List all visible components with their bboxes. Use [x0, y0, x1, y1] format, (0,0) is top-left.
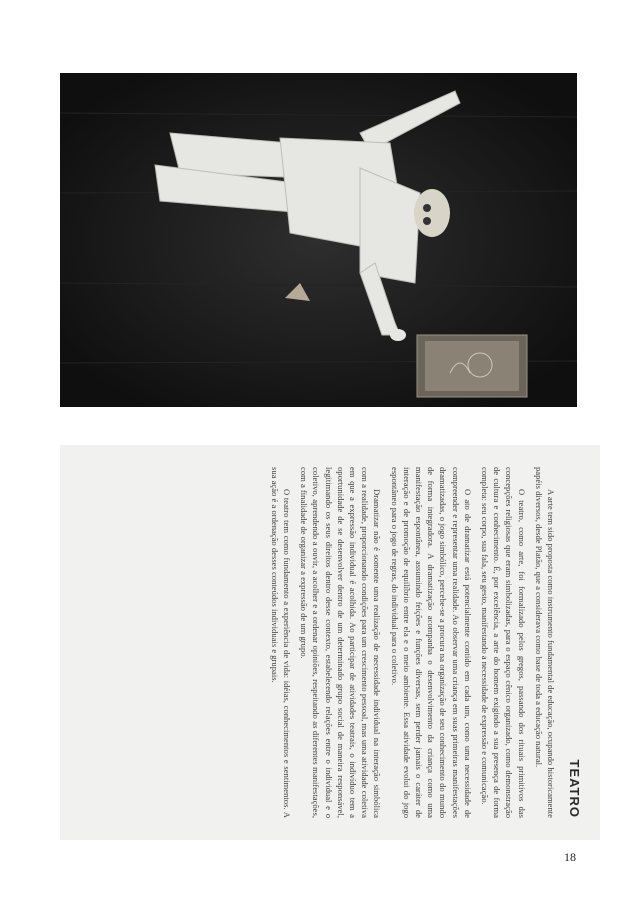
paragraph: O teatro tem como fundamento a experiência de vida: idéias, conhecimentos e sentimentos. A sua ação é a ordenação desses conteúdos individuais e grupais. [269, 467, 292, 818]
paragraph: O teatro, como arte, foi formalizado pelos gregos, passando dos rituais primitivos das concepções religiosas que eram simbolizadas, para o espaço cênico organizado, como demonstração de cultura e conhecimento. É, por excelência, a arte do homem exigindo a sua presença de forma completa: seu corpo, sua fala, seu gesto, manifestando a necessidade de expressão e comunicação. [479, 467, 527, 818]
performance-photo [60, 73, 577, 407]
paragraph: Dramatizar não é somente uma realização de necessidade individual na interação simbólica com a realidade, proporcionando condições para um crescimento pessoal, mas uma atividade coletiva em que a expressão individual é acolhida. Ao participar de atividades teatrais, o indivíduo tem a oportunidade de se desenvolver dentro de um determinado grupo social de maneira responsável, legitimando os seus direitos dentro desse contexto, estabelecendo relações entre o individual e o coletivo, aprendendo a ouvir, a acolher e a ordenar opiniões, respeitando as diferentes manifestações, com a finalidade de organizar a expressão de um grupo. [299, 467, 383, 818]
page-title: TEATRO [567, 759, 582, 818]
text-scan [60, 445, 600, 840]
rotated-text-block [60, 445, 600, 840]
paragraph: A arte tem sido proposta como instrumento fundamental de educação, ocupando historicamente papéis diversos, desde Platão, que a considerava como base de toda a educação natural. [533, 467, 556, 818]
page-number: 18 [564, 850, 576, 864]
paragraph: O ato de dramatizar está potencialmente contido em cada um, como uma necessidade de compreender e representar uma realidade. Ao observar uma criança em suas primeiras manifestações dramatizadas, o jogo simbólico, percebe-se a procura na organização de seu conhecimento do mundo de forma integradora. A dramatização acompanha o desenvolvimento da criança como uma manifestação espontânea, assumindo feições e funções diversas, sem perder jamais o caráter de interação e de promoção de equilíbrio entre ela e o meio ambiente. Essa atividade evolui do jogo espontâneo para o jogo de regras, do individual para o coletivo. [389, 467, 473, 818]
person-in-white-costume-photo [60, 73, 577, 407]
